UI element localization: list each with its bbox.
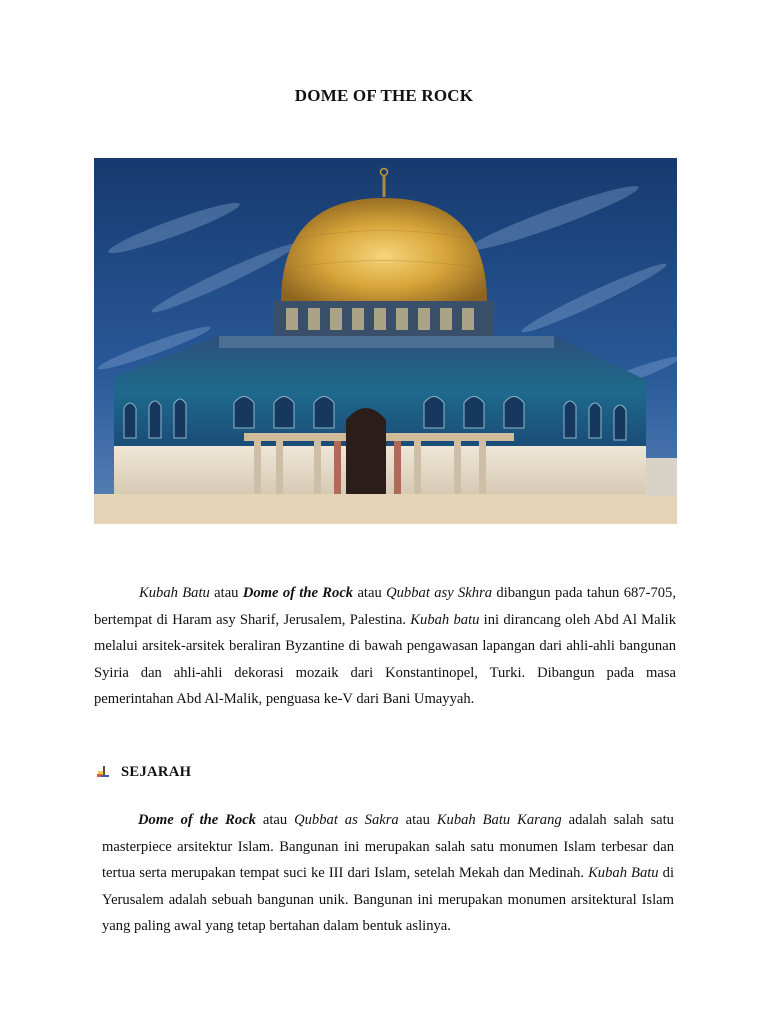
colored-arrow-bullet-icon	[96, 765, 110, 779]
term-kubah-batu: Kubah Batu	[588, 865, 659, 881]
document-title: DOME OF THE ROCK	[294, 86, 474, 105]
dome-photo-illustration	[94, 158, 677, 524]
intro-paragraph: Kubah Batu atau Dome of the Rock atau Qubbat asy Skhra dibangun pada tahun 687-705, bertempat di Haram asy Sharif, Jerusalem, Palestina. Kubah batu ini dirancang oleh Abd Al Malik melalui arsitek-arsitek beraliran Byzantine di bawah pengawasan lapangan dari ahli-ahli bangunan Syiria dan ahli-ahli dekorasi mozaik dari Konstantinopel, Turki. Dibangun pada masa pemerintahan Abd Al-Malik, penguasa ke-V dari Bani Umayyah.	[94, 585, 676, 707]
term-dome-of-the-rock: Dome of the Rock	[242, 585, 354, 601]
term-kubah-batu-2: Kubah batu	[410, 611, 480, 628]
term-qubbat-as-sakra: Qubbat as Sakra	[294, 812, 399, 828]
section-heading-label: SEJARAH	[121, 763, 192, 780]
term-kubah-batu-karang: Kubah Batu Karang	[436, 812, 562, 828]
section-heading-sejarah	[96, 762, 191, 782]
dome-of-the-rock-photo	[94, 158, 677, 524]
term-kubah-batu: Kubah Batu	[139, 585, 210, 601]
term-dome-of-the-rock: Dome of the Rock	[138, 812, 256, 828]
term-qubbat-asy-skhra: Qubbat asy Skhra	[386, 585, 493, 601]
history-paragraph: Dome of the Rock atau Qubbat as Sakra atau Kubah Batu Karang adalah salah satu masterpiece arsitektur Islam. Bangunan ini merupakan salah satu monumen Islam terbesar dan tertua serta merupakan tempat suci ke III dari Islam, setelah Mekah dan Medinah. Kubah Batu di Yerusalem adalah sebuah bangunan unik. Bangunan ini merupakan monumen arsitektural Islam yang paling awal yang tetap bertahan dalam bentuk aslinya.	[102, 812, 674, 934]
